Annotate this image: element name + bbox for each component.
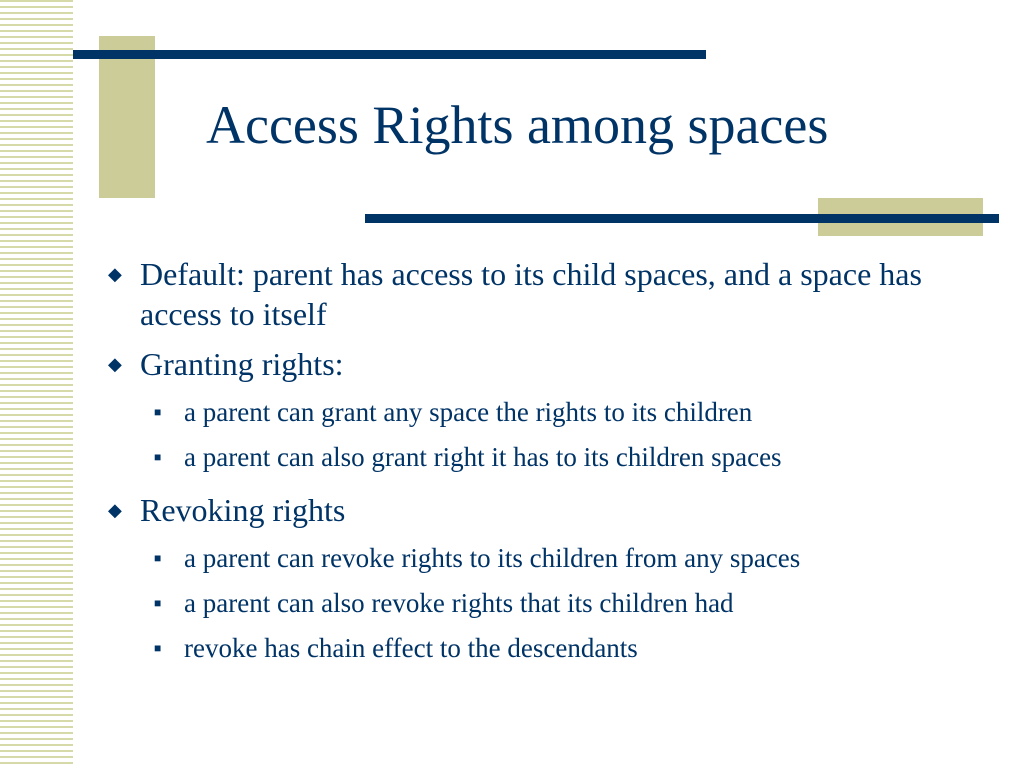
- sub-bullet-item: [140, 390, 984, 435]
- bullet-item-revoking: [104, 490, 984, 671]
- sub-bullet-item: [140, 626, 984, 671]
- square-bullet-icon: ■: [154, 641, 162, 655]
- square-bullet-icon: ■: [154, 450, 162, 464]
- sub-bullet-text: a parent can grant any space the rights to its children: [184, 397, 753, 427]
- sub-bullet-text: revoke has chain effect to the descendants: [184, 633, 638, 663]
- sub-bullet-list: [140, 390, 984, 480]
- sub-bullet-item: [140, 536, 984, 581]
- sub-bullet-text: a parent can also grant right it has to its children spaces: [184, 442, 782, 472]
- bullet-text: Revoking rights: [140, 492, 346, 528]
- square-bullet-icon: ■: [154, 551, 162, 565]
- bullet-item-default: [104, 254, 984, 334]
- slide-title: Access Rights among spaces: [206, 95, 829, 155]
- sub-bullet-list: [140, 536, 984, 671]
- decorative-stripes: [0, 0, 73, 768]
- sub-bullet-text: a parent can revoke rights to its children from any spaces: [184, 543, 801, 573]
- decorative-bottom-rule: [365, 214, 999, 223]
- decorative-top-rule: [73, 50, 706, 59]
- sub-bullet-text: a parent can also revoke rights that its children had: [184, 588, 734, 618]
- sub-bullet-item: [140, 581, 984, 626]
- bullet-text: Granting rights:: [140, 346, 344, 382]
- diamond-bullet-icon: ◆: [108, 500, 122, 520]
- diamond-bullet-icon: ◆: [108, 264, 122, 284]
- decorative-tan-block-top: [99, 36, 155, 198]
- square-bullet-icon: ■: [154, 405, 162, 419]
- diamond-bullet-icon: ◆: [108, 354, 122, 374]
- bullet-list: [104, 254, 984, 681]
- sub-bullet-item: [140, 435, 984, 480]
- bullet-text: Default: parent has access to its child spaces, and a space has access to itself: [140, 256, 922, 332]
- square-bullet-icon: ■: [154, 596, 162, 610]
- bullet-item-granting: [104, 344, 984, 480]
